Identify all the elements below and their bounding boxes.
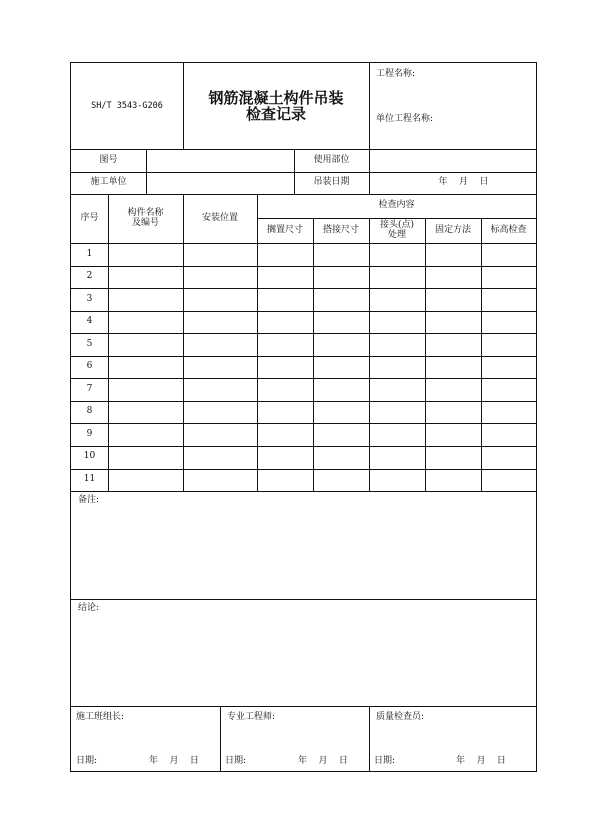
table-cell[interactable] (183, 243, 257, 266)
remarks-area[interactable] (71, 509, 536, 597)
table-cell[interactable] (425, 333, 481, 356)
table-cell[interactable] (369, 401, 425, 424)
table-cell[interactable] (481, 423, 536, 446)
table-cell[interactable] (369, 243, 425, 266)
table-cell[interactable] (313, 469, 369, 492)
table-cell[interactable] (313, 446, 369, 469)
team-leader-label: 施工班组长: (76, 712, 125, 723)
table-cell[interactable] (257, 446, 313, 469)
table-cell[interactable] (425, 356, 481, 379)
table-cell[interactable] (257, 378, 313, 401)
table-cell[interactable] (425, 378, 481, 401)
table-cell[interactable] (425, 266, 481, 289)
table-cell[interactable] (313, 243, 369, 266)
table-cell[interactable] (425, 401, 481, 424)
table-cell[interactable] (369, 333, 425, 356)
table-cell[interactable] (481, 356, 536, 379)
remarks-label: 备注: (78, 495, 100, 506)
header-divider-2 (369, 63, 370, 149)
table-cell[interactable] (369, 469, 425, 492)
table-cell[interactable] (183, 356, 257, 379)
table-cell[interactable] (108, 469, 183, 492)
table-cell[interactable] (481, 333, 536, 356)
table-cell[interactable] (369, 266, 425, 289)
table-cell[interactable] (481, 378, 536, 401)
table-cell[interactable] (425, 288, 481, 311)
drawing-no-field[interactable] (146, 149, 294, 172)
row-number: 4 (86, 316, 93, 327)
table-cell[interactable] (369, 446, 425, 469)
table-cell[interactable] (108, 401, 183, 424)
table-cell[interactable] (108, 446, 183, 469)
table-cell[interactable] (108, 333, 183, 356)
table-cell[interactable] (183, 401, 257, 424)
table-cell[interactable] (257, 288, 313, 311)
table-cell[interactable] (425, 446, 481, 469)
table-cell[interactable] (313, 266, 369, 289)
table-cell[interactable] (313, 423, 369, 446)
table-cell[interactable] (183, 423, 257, 446)
table-cell[interactable] (481, 288, 536, 311)
form-title-line2: 检查记录 (245, 105, 306, 123)
table-cell[interactable] (108, 243, 183, 266)
table-cell[interactable] (183, 333, 257, 356)
seq-header: 序号 (80, 212, 99, 223)
table-cell[interactable] (108, 356, 183, 379)
table-cell[interactable] (425, 311, 481, 334)
table-cell[interactable] (108, 266, 183, 289)
drawing-no-label: 图号 (99, 154, 118, 165)
row-number: 7 (86, 383, 93, 394)
inspection-form (70, 62, 537, 772)
hoisting-date-field[interactable]: 年 月 日 (438, 177, 489, 188)
sub-header-fixing-method: 固定方法 (434, 224, 471, 235)
table-cell[interactable] (257, 423, 313, 446)
table-cell[interactable] (313, 356, 369, 379)
form-title (183, 63, 369, 149)
table-cell[interactable] (313, 378, 369, 401)
table-cell[interactable] (425, 469, 481, 492)
table-cell[interactable] (183, 288, 257, 311)
table-cell[interactable] (257, 469, 313, 492)
table-cell[interactable] (108, 311, 183, 334)
project-name-label: 工程名称: (376, 69, 416, 80)
table-cell[interactable] (369, 311, 425, 334)
table-cell[interactable] (183, 446, 257, 469)
qc-date-label: 日期: (374, 756, 396, 767)
table-cell[interactable] (313, 333, 369, 356)
row-number: 10 (83, 451, 96, 462)
qc-date[interactable]: 年 月 日 (456, 756, 506, 767)
engineer-date[interactable]: 年 月 日 (298, 756, 348, 767)
row-number: 3 (86, 293, 93, 304)
table-cell[interactable] (369, 356, 425, 379)
table-cell[interactable] (257, 401, 313, 424)
table-cell[interactable] (257, 311, 313, 334)
component-header (108, 194, 183, 243)
row-number: 11 (83, 474, 96, 485)
team-leader-date[interactable]: 年 月 日 (149, 756, 199, 767)
row-number: 5 (86, 338, 93, 349)
inspection-content-header: 检查内容 (378, 200, 415, 211)
engineer-label: 专业工程师: (227, 712, 276, 723)
use-location-label: 使用部位 (313, 154, 350, 165)
row-number: 2 (86, 271, 93, 282)
use-location-field[interactable] (369, 149, 536, 172)
table-cell[interactable] (313, 401, 369, 424)
table-cell[interactable] (313, 311, 369, 334)
table-cell[interactable] (257, 356, 313, 379)
table-cell[interactable] (313, 288, 369, 311)
row-number: 9 (86, 428, 93, 439)
table-cell[interactable] (481, 243, 536, 266)
qc-inspector-label: 质量检查员: (376, 712, 425, 723)
table-cell[interactable] (481, 266, 536, 289)
table-cell[interactable] (183, 266, 257, 289)
conclusion-area[interactable] (71, 617, 536, 704)
joint-line1: 接头(点) (379, 220, 415, 231)
construction-unit-field[interactable] (146, 172, 294, 194)
sub-header-lap-size: 搭接尺寸 (322, 224, 359, 235)
table-cell[interactable] (369, 378, 425, 401)
table-cell[interactable] (369, 423, 425, 446)
table-cell[interactable] (108, 288, 183, 311)
standard-code: SH/T 3543-G206 (91, 100, 163, 111)
row-number: 6 (86, 361, 93, 372)
unit-project-name-label: 单位工程名称: (376, 114, 434, 125)
sub-header-joint-treatment (369, 218, 425, 243)
table-cell[interactable] (481, 401, 536, 424)
table-cell[interactable] (108, 423, 183, 446)
table-cell[interactable] (108, 378, 183, 401)
table-cell[interactable] (183, 469, 257, 492)
table-cell[interactable] (257, 243, 313, 266)
table-cell[interactable] (369, 288, 425, 311)
engineer-date-label: 日期: (225, 756, 247, 767)
construction-unit-label: 施工单位 (90, 177, 127, 188)
table-cell[interactable] (257, 266, 313, 289)
team-leader-date-label: 日期: (76, 756, 98, 767)
table-cell[interactable] (257, 333, 313, 356)
row-number: 1 (86, 248, 93, 259)
sub-header-elevation-check: 标高检查 (490, 224, 527, 235)
position-header: 安装位置 (201, 212, 238, 223)
sub-header-rest-size: 搁置尺寸 (266, 224, 303, 235)
hoisting-date-label: 吊装日期 (313, 177, 350, 188)
conclusion-label: 结论: (78, 603, 100, 614)
table-cell[interactable] (425, 243, 481, 266)
table-cell[interactable] (183, 378, 257, 401)
table-cell[interactable] (425, 423, 481, 446)
row-number: 8 (86, 406, 93, 417)
table-cell[interactable] (481, 446, 536, 469)
component-header-line2: 及编号 (131, 217, 159, 228)
component-header-line1: 构件名称 (127, 208, 164, 219)
table-cell[interactable] (481, 311, 536, 334)
table-cell[interactable] (183, 311, 257, 334)
table-cell[interactable] (481, 469, 536, 492)
form-title-line1: 钢筋混凝土构件吊装 (208, 88, 344, 107)
joint-line2: 处理 (387, 229, 406, 240)
